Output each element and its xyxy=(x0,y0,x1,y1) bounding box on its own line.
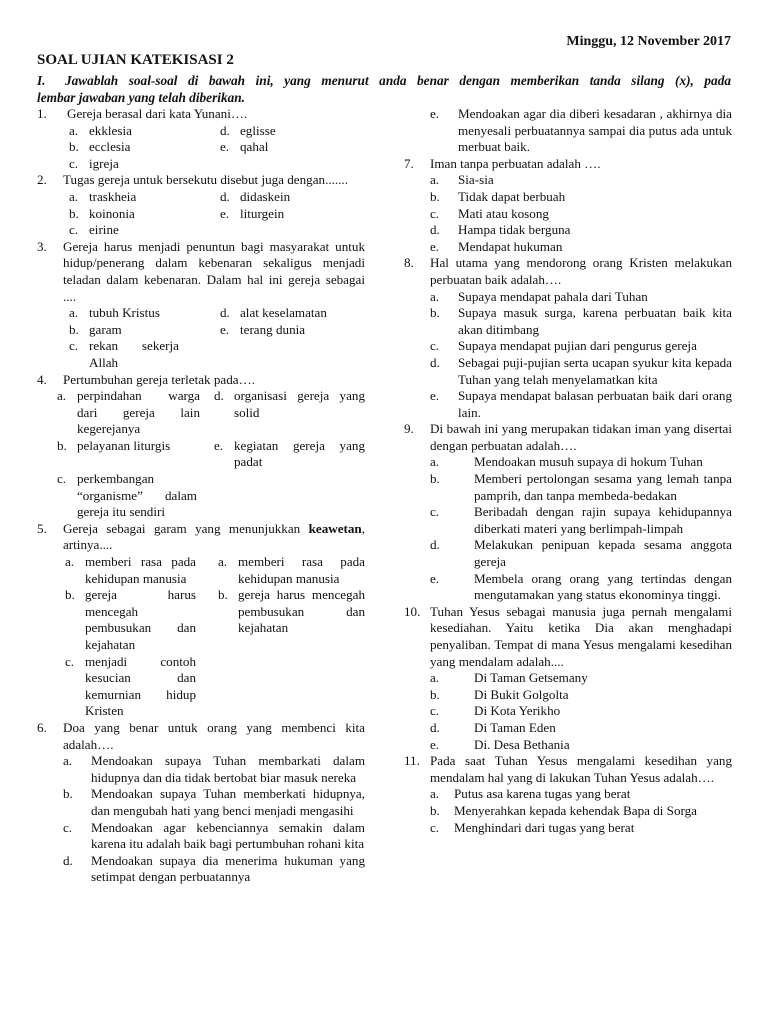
question-number: 3. xyxy=(37,238,47,254)
option: b. Tidak dapat berbuah xyxy=(430,188,566,204)
question-number: 9. xyxy=(404,421,414,437)
option: b. Memberi pertolongan sesama yang lemah tanpa pamprih, dan tanpa membeda-bedakan xyxy=(430,471,732,503)
option: e. Membela orang orang yang tertindas dengan mengutamakan yang status ekonominya tinggi. xyxy=(430,570,732,603)
question-number: 6. xyxy=(37,719,47,735)
question-3 xyxy=(37,239,365,372)
option: a. Sia-sia xyxy=(430,172,494,188)
option: c. igreja xyxy=(69,155,119,171)
option: b. gereja harus mencegah pembusukan dan kejahatan xyxy=(218,587,365,636)
option: d. Hampa tidak berguna xyxy=(430,222,571,238)
option: a. memberi rasa pada kehidupan manusia xyxy=(65,554,196,586)
option: a. ekklesia xyxy=(69,122,132,138)
options xyxy=(430,670,732,753)
option: a. Putus asa karena tugas yang berat xyxy=(430,786,631,802)
option: a. traskheia xyxy=(69,188,137,204)
options xyxy=(59,554,365,720)
question-10 xyxy=(404,604,732,753)
question-8 xyxy=(404,255,732,421)
options xyxy=(430,172,732,255)
option: a. Mendoakan supaya Tuhan membarkati dalam hidupnya dan dia tidak bertobat biar masuk nereka xyxy=(63,753,365,785)
option: d. alat keselamatan xyxy=(220,305,327,321)
option: c. Mati atau kosong xyxy=(430,205,549,221)
options xyxy=(430,289,732,422)
options xyxy=(63,189,365,239)
option: b. Menyerahkan kepada kehendak Bapa di Sorga xyxy=(430,802,697,818)
option: d. eglisse xyxy=(220,122,276,138)
instruction xyxy=(37,72,731,106)
option: e. Mendapat hukuman xyxy=(430,238,563,254)
question-text: Hal utama yang mendorong orang Kristen melakukan perbuatan baik adalah…. xyxy=(430,255,732,287)
question-6 xyxy=(37,720,365,886)
option: a. Mendoakan musuh supaya di hokum Tuhan xyxy=(430,454,703,470)
exam-date: Minggu, 12 November 2017 xyxy=(566,34,731,49)
option: e. Mendoakan agar dia diberi kesadaran , akhirnya dia menyesali perbuatannya sampai dia putus ada untuk merbuat baik. xyxy=(430,106,732,155)
question-text: Gereja berasal dari kata Yunani…. xyxy=(67,106,248,121)
options xyxy=(51,388,365,521)
left-column xyxy=(37,106,365,886)
question-number: 2. xyxy=(37,172,47,188)
option: c. Supaya mendapat pujian dari pengurus gereja xyxy=(430,338,697,354)
question-text: Pada saat Tuhan Yesus mengalami kesedihan yang mendalam hal yang di lakukan Tuhan Yesus adalah…. xyxy=(430,753,732,785)
option: d. Mendoakan supaya dia menerima hukuman yang setimpat dengan perbuatannya xyxy=(63,852,365,885)
options xyxy=(63,123,365,173)
option: a. Di Taman Getsemany xyxy=(430,670,588,686)
instruction-line-2: lembar jawaban yang telah diberikan. xyxy=(37,90,245,105)
option: c. Mendoakan agar kebenciannya semakin dalam karena itu adalah baik bagi pertumbuhan rohani kita xyxy=(63,819,365,852)
question-text: Tuhan Yesus sebagai manusia juga pernah mengalami kesediahan. Yaitu ketika Dia akan menghadapi penyaliban. Tempat di mana Yesus mengalami kesedihan yang mendalam adalah.... xyxy=(430,603,732,669)
option: d. organisasi gereja yang solid xyxy=(214,388,365,420)
option: b. koinonia xyxy=(69,205,135,221)
options xyxy=(430,786,732,836)
question-number: 11. xyxy=(404,753,420,769)
question-text: Tugas gereja untuk bersekutu disebut juga dengan....... xyxy=(63,172,348,188)
option: a. tubuh Kristus xyxy=(69,305,160,321)
option: a. memberi rasa pada kehidupan manusia xyxy=(218,554,365,586)
option: c. menjadi contoh kesucian dan kemurnian hidup Kristen xyxy=(65,653,196,719)
question-5 xyxy=(37,521,365,720)
question-number: 5. xyxy=(37,520,47,536)
option: b. garam xyxy=(69,321,122,337)
option: e. Di. Desa Bethania xyxy=(430,736,570,752)
option: c. Beribadah dengan rajin supaya kehidupannya diberkati materi yang berlimpah-limpah xyxy=(430,504,732,536)
option: c. perkembangan “organisme” dalam gereja itu sendiri xyxy=(57,471,197,520)
question-text: Pertumbuhan gereja terletak pada…. xyxy=(63,371,255,387)
option: a. Supaya mendapat pahala dari Tuhan xyxy=(430,288,648,304)
question-text: Iman tanpa perbuatan adalah …. xyxy=(430,155,601,171)
option: c. Di Kota Yerikho xyxy=(430,703,561,719)
question-number: 4. xyxy=(37,371,47,387)
question-6-continued xyxy=(404,106,732,156)
question-text: Doa yang benar untuk orang yang membenci kita adalah…. xyxy=(63,719,365,752)
option: b. gereja harus mencegah pembusukan dan kejahatan xyxy=(65,587,196,652)
option: d. Melakukan penipuan kepada sesama anggota gereja xyxy=(430,537,732,570)
option: b. Supaya masuk surga, karena perbuatan baik kita akan ditimbang xyxy=(430,305,732,337)
option: d. didaskein xyxy=(220,188,291,204)
option: d. Sebagai puji-pujian serta ucapan syukur kita kepada Tuhan yang telah menyelamatkan kita xyxy=(430,354,732,387)
option: c. eirine xyxy=(69,222,119,238)
options xyxy=(63,753,365,886)
question-9 xyxy=(404,421,732,604)
question-4 xyxy=(37,372,365,521)
question-number: 7. xyxy=(404,155,414,171)
instruction-line-1: Jawablah soal-soal di bawah ini, yang menurut anda benar dengan memberikan tanda silang (x), pada xyxy=(65,73,731,88)
option: b. pelayanan liturgis xyxy=(57,437,171,453)
option: e. terang dunia xyxy=(220,321,306,337)
option: d. Di Taman Eden xyxy=(430,719,556,735)
option: e. liturgein xyxy=(220,205,285,221)
question-text: Gereja sebagai garam yang menunjukkan keawetan, artinya.... xyxy=(63,520,365,553)
question-11 xyxy=(404,753,732,836)
question-1 xyxy=(37,106,365,172)
question-number: 10. xyxy=(404,603,421,619)
option: b. ecclesia xyxy=(69,139,131,155)
option: b. Di Bukit Golgolta xyxy=(430,686,569,702)
option: c. rekan sekerja Allah xyxy=(69,338,179,370)
option: a. perpindahan warga dari gereja lain kegerejanya xyxy=(57,388,200,437)
question-number: 1. xyxy=(37,106,47,121)
question-text: Di bawah ini yang merupakan tidakan iman yang disertai dengan perbuatan adalah…. xyxy=(430,421,732,453)
right-column xyxy=(404,106,732,836)
options xyxy=(430,454,732,603)
option: e. kegiatan gereja yang padat xyxy=(214,437,365,470)
question-number: 8. xyxy=(404,255,414,271)
question-7 xyxy=(404,156,732,256)
instruction-number: I. xyxy=(37,73,46,88)
options xyxy=(63,305,365,371)
option: c. Menghindari dari tugas yang berat xyxy=(430,819,635,835)
exam-title: SOAL UJIAN KATEKISASI 2 xyxy=(37,52,234,68)
question-2 xyxy=(37,172,365,238)
option: b. Mendoakan supaya Tuhan memberkati hidupnya, dan mengubah hati yang benci menjadi mengasihi xyxy=(63,786,365,818)
option: e. qahal xyxy=(220,139,269,155)
option: e. Supaya mendapat balasan perbuatan baik dari orang lain. xyxy=(430,388,732,420)
question-text: Gereja harus menjadi penuntun bagi masyarakat untuk hidup/penerang dalam kebenaran sekaligus menjadi teladan dalam kebenaran. Dalam hal ini gereja sebagai .... xyxy=(63,238,365,304)
